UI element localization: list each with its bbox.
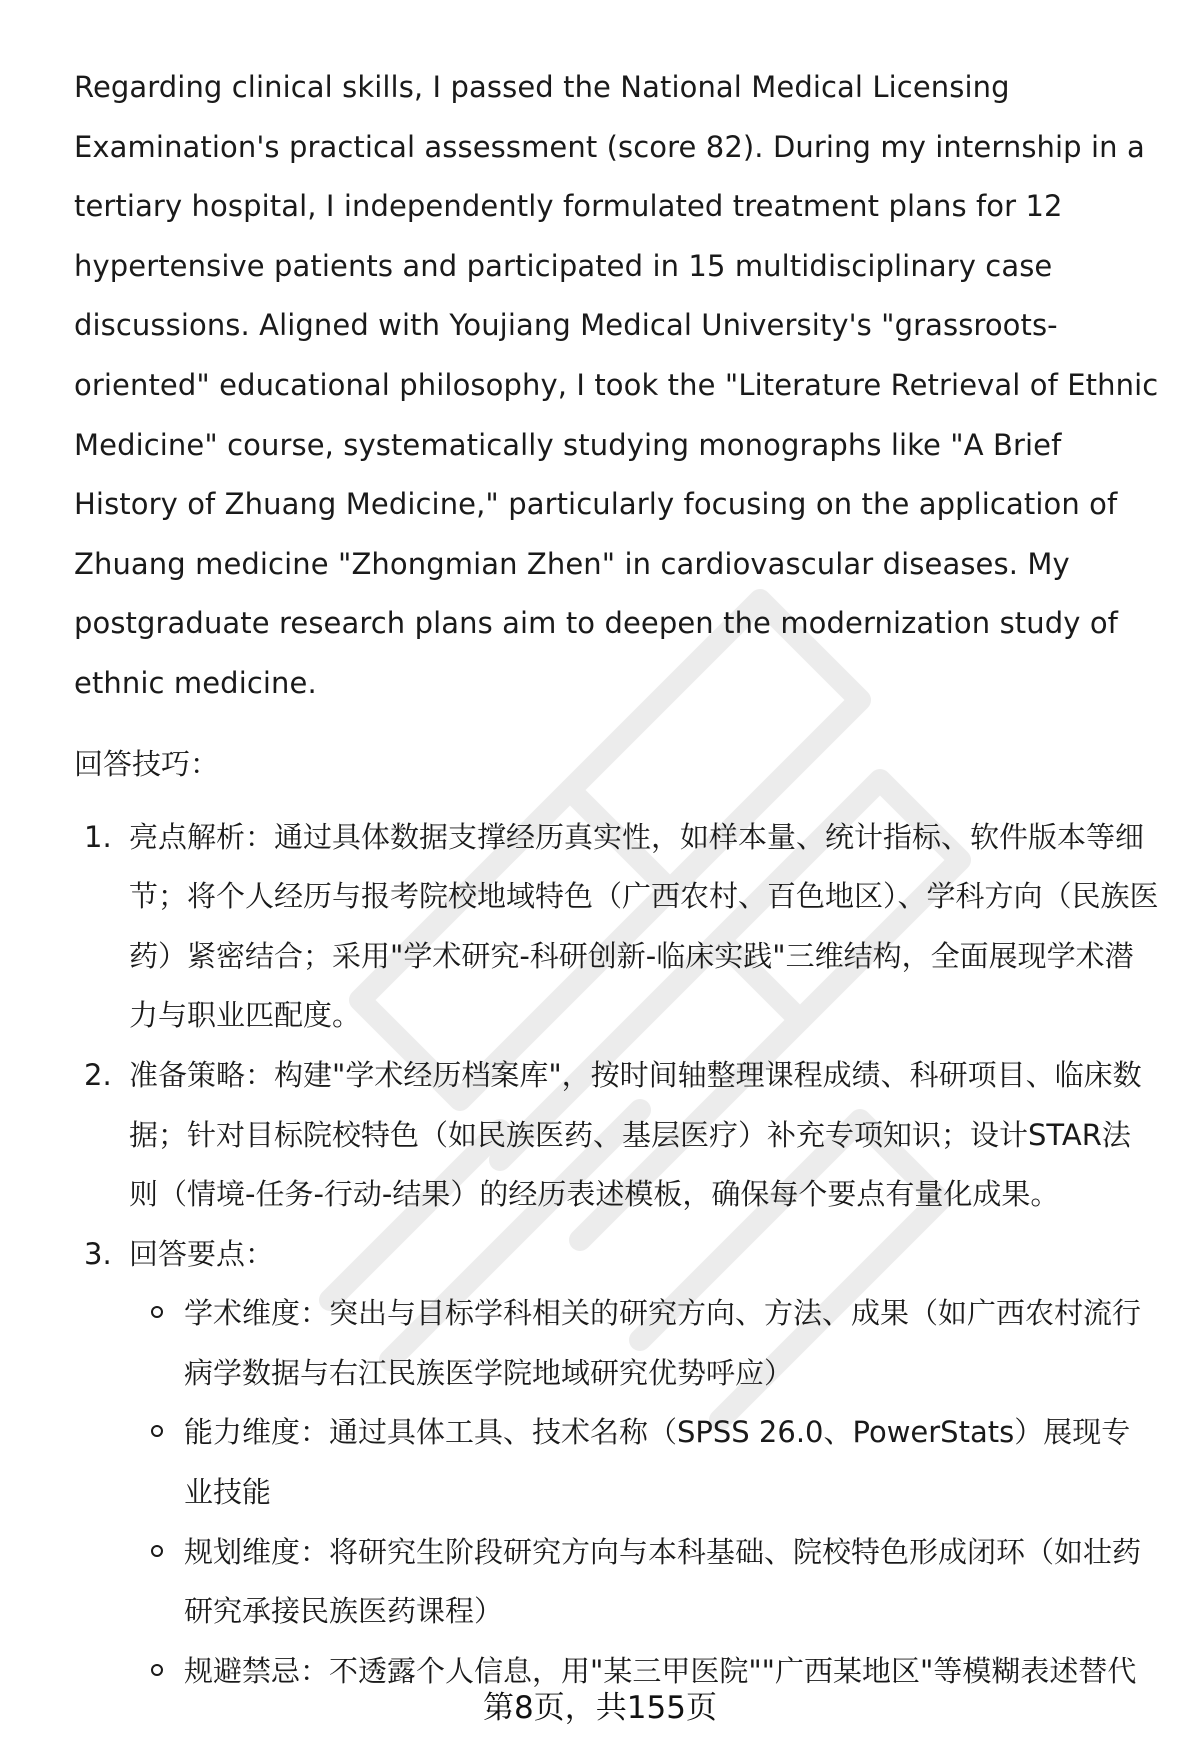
subtip-text: 规避禁忌：不透露个人信息，用"某三甲医院""广西某地区"等模糊表述替代 (184, 1653, 1137, 1688)
tips-list (74, 808, 1159, 1702)
tip-number: 2. (84, 1057, 112, 1092)
subtip-text: 规划维度：将研究生阶段研究方向与本科基础、院校特色形成闭环（如壮药研究承接民族医药课程） (184, 1534, 1142, 1629)
tips-heading: 回答技巧： (74, 746, 220, 781)
subtip-text: 能力维度：通过具体工具、技术名称（SPSS 26.0、PowerStats）展现专业技能 (184, 1415, 1131, 1510)
subtip-ability (129, 1403, 1159, 1522)
body-paragraph: Regarding clinical skills, I passed the National Medical Licensing Examination's practical assessment (score 82). During my internship in a tertiary hospital, I independently formulated treatment plans for 12 hypertensive patients and participated in 15 multidisciplinary case discussions. Aligned with Youjiang Medical University's "grassroots-oriented" educational philosophy, I took the "Literature Retrieval of Ethnic Medicine" course, systematically studying monographs like "A Brief History of Zhuang Medicine," particularly focusing on the application of Zhuang medicine "Zhongmian Zhen" in cardiovascular diseases. My postgraduate research plans aim to deepen the modernization study of ethnic medicine. (74, 70, 1159, 700)
tip-number: 3. (84, 1236, 112, 1271)
subtip-academic (129, 1284, 1159, 1403)
tip-item-2 (74, 1046, 1159, 1225)
tip-text: 回答要点： (129, 1236, 275, 1271)
circle-bullet-icon (151, 1306, 163, 1318)
tip-number: 1. (84, 819, 112, 854)
tip-item-1 (74, 808, 1159, 1046)
tip-text: 准备策略：构建"学术经历档案库"，按时间轴整理课程成绩、科研项目、临床数据；针对目标院校特色（如民族医药、基层医疗）补充专项知识；设计STAR法则（情境-任务-行动-结果）的经历表述模板，确保每个要点有量化成果。 (129, 1057, 1142, 1212)
tip-sublist (129, 1284, 1159, 1701)
subtip-text: 学术维度：突出与目标学科相关的研究方向、方法、成果（如广西农村流行病学数据与右江民族医学院地域研究优势呼应） (184, 1296, 1142, 1390)
page-number-footer: 第8页，共155页 (483, 1690, 717, 1726)
circle-bullet-icon (151, 1425, 163, 1437)
tip-item-3 (74, 1225, 1159, 1702)
circle-bullet-icon (151, 1664, 163, 1676)
circle-bullet-icon (151, 1545, 163, 1557)
main-content (74, 58, 1159, 1701)
subtip-planning (129, 1523, 1159, 1642)
tip-text: 亮点解析：通过具体数据支撑经历真实性，如样本量、统计指标、软件版本等细节；将个人经历与报考院校地域特色（广西农村、百色地区）、学科方向（民族医药）紧密结合；采用"学术研究-科研创新-临床实践"三维结构，全面展现学术潜力与职业匹配度。 (129, 819, 1159, 1033)
